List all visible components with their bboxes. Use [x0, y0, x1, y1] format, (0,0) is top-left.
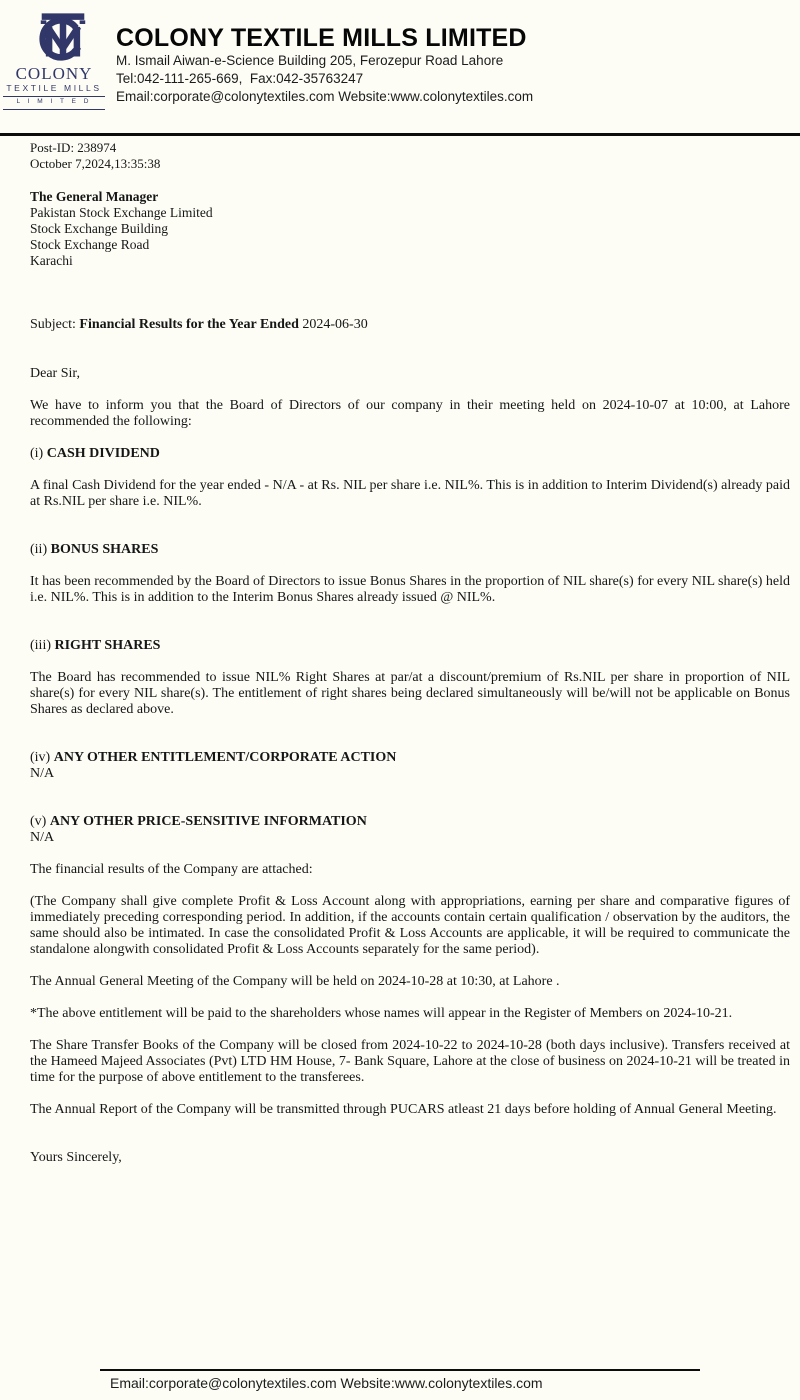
post-datetime: October 7,2024,13:35:38 — [30, 156, 161, 171]
results-attached-line: The financial results of the Company are attached: — [30, 862, 313, 877]
recipient-line: Stock Exchange Building — [30, 221, 168, 236]
subject-date: 2024-06-30 — [302, 317, 368, 332]
section-title: ANY OTHER ENTITLEMENT/CORPORATE ACTION — [53, 750, 397, 765]
section-number: (iii) — [30, 638, 51, 653]
section-number: (i) — [30, 446, 44, 461]
recipient-block — [30, 189, 790, 269]
recipient-line: Stock Exchange Road — [30, 237, 150, 252]
post-id: Post-ID: 238974 — [30, 140, 117, 155]
logo-wordmark: COLONY — [15, 64, 93, 83]
logo-subtitle: TEXTILE MILLS — [6, 83, 102, 93]
section-heading-right-shares — [30, 638, 790, 654]
ctm-monogram-icon — [33, 12, 93, 62]
annual-report-paragraph: The Annual Report of the Company will be transmitted through PUCARS atleast 21 days before holding of Annual General Meeting. — [30, 1102, 777, 1117]
subject-label: Subject: — [30, 317, 76, 332]
company-email-website: Email:corporate@colonytextiles.com Website:www.colonytextiles.com — [116, 89, 534, 104]
company-phone-fax: Tel:042-111-265-669, Fax:042-35763247 — [116, 71, 364, 86]
section-title: RIGHT SHARES — [54, 638, 161, 653]
intro-paragraph: We have to inform you that the Board of Directors of our company in their meeting held on 2024-10-07 at 10:00, at Lahore recommended the following: — [30, 398, 790, 429]
logo-divider-bottom — [3, 109, 105, 110]
subject-line — [30, 317, 790, 333]
disclosure-paragraph: (The Company shall give complete Profit & Loss Account along with appropriations, earning per share and comparative figures of immediately preceding corresponding period. In addition, if the accounts contain certain qualification / observation by the auditors, the same should also be intimated. In case the consolidated Profit & Loss Accounts are applicable, it will be required to communicate the standalone alongwith consolidated Profit & Loss Accounts separately for the same period). — [30, 894, 790, 957]
section-body-cash-dividend: A final Cash Dividend for the year ended - N/A - at Rs. NIL per share i.e. NIL%. This is in addition to Interim Dividend(s) already paid at Rs.NIL per share i.e. NIL%. — [30, 478, 790, 509]
transfer-books-paragraph: The Share Transfer Books of the Company will be closed from 2024-10-22 to 2024-10-28 (both days inclusive). Transfers received at the Hameed Majeed Associates (Pvt) LTD HM House, 7- Bank Square, Lahore at the close of business on 2024-10-21 will be treated in time for the purpose of above entitlement to the transferees. — [30, 1038, 790, 1085]
section-body-other-entitlement: N/A — [30, 766, 55, 781]
logo-limited-text: L I M I T E D — [16, 98, 92, 105]
section-heading-cash-dividend — [30, 446, 790, 462]
section-title: BONUS SHARES — [50, 542, 159, 557]
letterhead — [0, 0, 800, 133]
recipient-title: The General Manager — [30, 189, 159, 204]
letter-body — [0, 136, 800, 1166]
section-number: (ii) — [30, 542, 48, 557]
subject-title: Financial Results for the Year Ended — [79, 317, 299, 332]
salutation: Dear Sir, — [30, 366, 80, 381]
footer-divider — [100, 1369, 700, 1371]
company-logo — [3, 12, 105, 110]
section-number: (iv) — [30, 750, 51, 765]
post-meta — [30, 140, 790, 172]
recipient-line: Karachi — [30, 253, 73, 268]
signoff: Yours Sincerely, — [30, 1150, 122, 1165]
company-name: COLONY TEXTILE MILLS LIMITED — [116, 24, 527, 52]
footer-contact: Email:corporate@colonytextiles.com Website:www.colonytextiles.com — [110, 1375, 543, 1391]
letterhead-text — [116, 24, 533, 106]
section-body-bonus-shares: It has been recommended by the Board of Directors to issue Bonus Shares in the proportion of NIL share(s) for every NIL share(s) held i.e. NIL%. This is in addition to the Interim Bonus Shares already issued @ NIL%. — [30, 574, 790, 605]
section-title: CASH DIVIDEND — [46, 446, 160, 461]
entitlement-note-paragraph: *The above entitlement will be paid to the shareholders whose names will appear in the Register of Members on 2024-10-21. — [30, 1006, 733, 1021]
section-body-price-sensitive: N/A — [30, 830, 55, 845]
section-heading-bonus-shares — [30, 542, 790, 558]
section-title: ANY OTHER PRICE-SENSITIVE INFORMATION — [49, 814, 367, 829]
agm-paragraph: The Annual General Meeting of the Company will be held on 2024-10-28 at 10:30, at Lahore . — [30, 974, 560, 989]
section-heading-other-entitlement — [30, 750, 790, 766]
recipient-line: Pakistan Stock Exchange Limited — [30, 205, 213, 220]
section-body-right-shares: The Board has recommended to issue NIL% Right Shares at par/at a discount/premium of Rs.NIL per share in proportion of NIL share(s) for every NIL share(s). The entitlement of right shares being declared simultaneously will be/will not be applicable on Bonus Shares as declared above. — [30, 670, 790, 717]
section-heading-price-sensitive — [30, 814, 790, 830]
section-number: (v) — [30, 814, 47, 829]
company-address: M. Ismail Aiwan-e-Science Building 205, Ferozepur Road Lahore — [116, 53, 504, 68]
